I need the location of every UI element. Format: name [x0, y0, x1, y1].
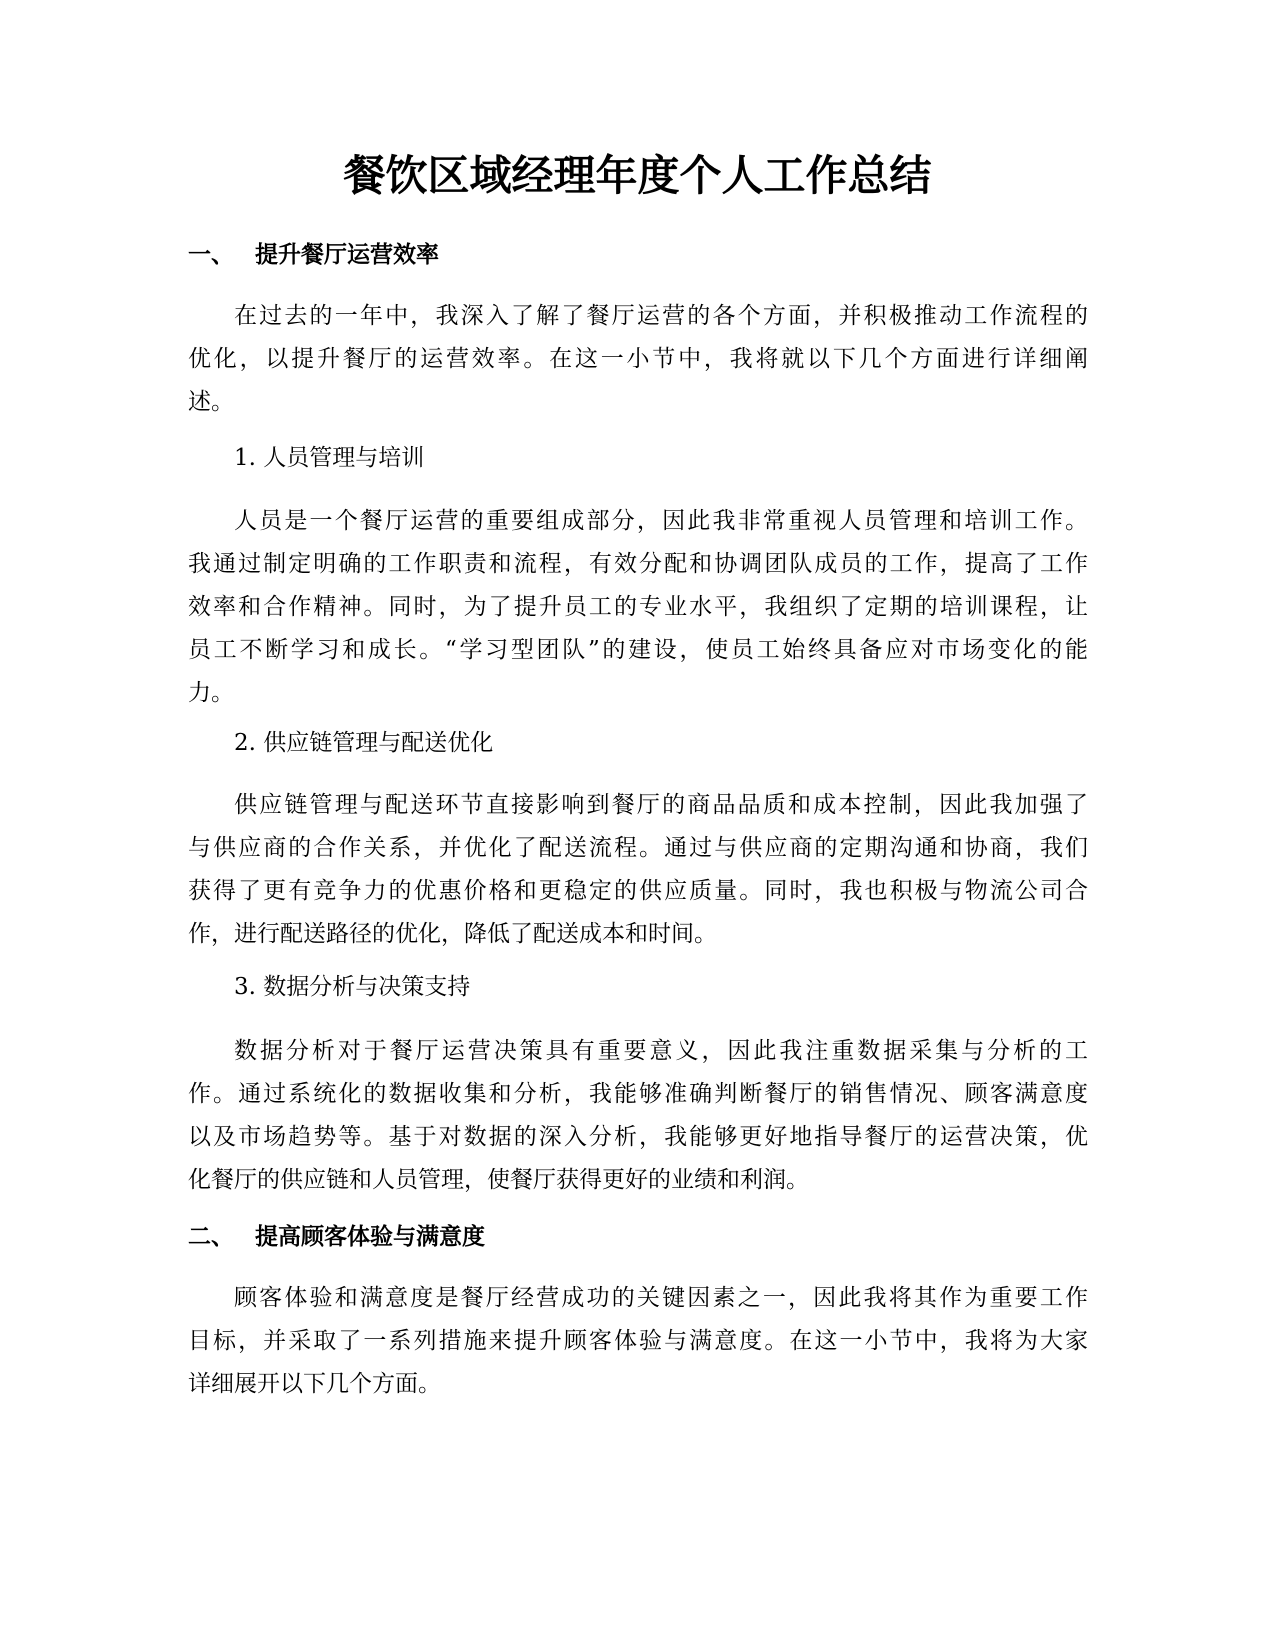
section-intro-paragraph: [188, 295, 1088, 424]
paragraph-line: 员工不断学习和成长。“学习型团队”的建设，使员工始终具备应对市场变化的能: [188, 637, 1088, 663]
paragraph-line: 力。: [188, 680, 234, 706]
section-heading: [188, 1221, 485, 1253]
subsection-title: 1. 人员管理与培训: [234, 445, 425, 471]
paragraph-line: 述。: [188, 389, 234, 415]
subsection-paragraph: [188, 784, 1088, 956]
subsection-paragraph: [188, 1030, 1088, 1202]
paragraph-line: 人员是一个餐厅运营的重要组成部分，因此我非常重视人员管理和培训工作。: [234, 508, 1088, 534]
section-heading-text: 提升餐厅运营效率: [255, 242, 439, 268]
document-title: 餐饮区域经理年度个人工作总结: [343, 151, 932, 200]
paragraph-line: 数据分析对于餐厅运营决策具有重要意义，因此我注重数据采集与分析的工: [234, 1038, 1088, 1064]
paragraph-line: 化餐厅的供应链和人员管理，使餐厅获得更好的业绩和利润。: [188, 1167, 809, 1193]
subsection-paragraph: [188, 500, 1088, 715]
paragraph-line: 效率和合作精神。同时，为了提升员工的专业水平，我组织了定期的培训课程，让: [188, 594, 1088, 620]
paragraph-line: 优化，以提升餐厅的运营效率。在这一小节中，我将就以下几个方面进行详细阐: [188, 346, 1088, 372]
paragraph-line: 详细展开以下几个方面。: [188, 1371, 441, 1397]
paragraph-line: 在过去的一年中，我深入了解了餐厅运营的各个方面，并积极推动工作流程的: [234, 303, 1088, 329]
section-heading: [188, 239, 439, 271]
paragraph-line: 获得了更有竞争力的优惠价格和更稳定的供应质量。同时，我也积极与物流公司合: [188, 878, 1088, 904]
paragraph-line: 我通过制定明确的工作职责和流程，有效分配和协调团队成员的工作，提高了工作: [188, 551, 1088, 577]
paragraph-line: 作。通过系统化的数据收集和分析，我能够准确判断餐厅的销售情况、顾客满意度: [188, 1081, 1088, 1107]
subsection-title: 2. 供应链管理与配送优化: [234, 730, 494, 756]
paragraph-line: 供应链管理与配送环节直接影响到餐厅的商品品质和成本控制，因此我加强了: [234, 792, 1088, 818]
section-heading-text: 提高顾客体验与满意度: [255, 1224, 485, 1250]
section-intro-paragraph: [188, 1277, 1088, 1406]
subsection-title: 3. 数据分析与决策支持: [234, 974, 471, 1000]
section-number: 一、: [188, 242, 234, 268]
paragraph-line: 作，进行配送路径的优化，降低了配送成本和时间。: [188, 921, 717, 947]
paragraph-line: 目标，并采取了一系列措施来提升顾客体验与满意度。在这一小节中，我将为大家: [188, 1328, 1088, 1354]
paragraph-line: 顾客体验和满意度是餐厅经营成功的关键因素之一，因此我将其作为重要工作: [234, 1285, 1088, 1311]
paragraph-line: 以及市场趋势等。基于对数据的深入分析，我能够更好地指导餐厅的运营决策，优: [188, 1124, 1088, 1150]
paragraph-line: 与供应商的合作关系，并优化了配送流程。通过与供应商的定期沟通和协商，我们: [188, 835, 1088, 861]
section-number: 二、: [188, 1224, 234, 1250]
